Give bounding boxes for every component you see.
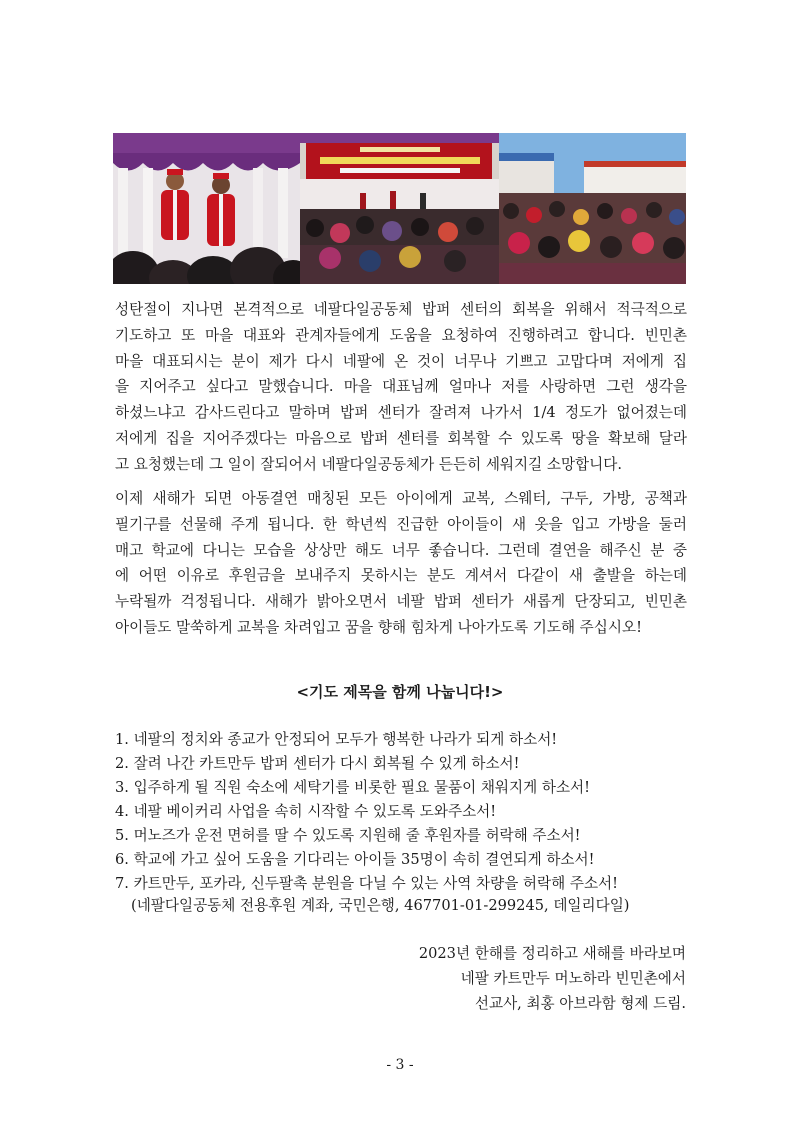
text-line: 성탄절이 지나면 본격적으로 네팔다일공동체 밥퍼 센터의 회복을 위해서 적극적으로 <box>115 301 687 318</box>
photo-stage-event <box>300 133 499 284</box>
signature-date-line: 2023년 한해를 정리하고 새해를 바라보며 <box>418 945 686 962</box>
text-line: 아이들도 말쑥하게 교복을 차려입고 꿈을 향해 힘차게 나아가도록 기도해 주십시오! <box>115 618 642 636</box>
text-line: 필기구를 선물해 주게 됩니다. 한 학년씩 진급한 아이들이 새 옷을 입고 가방을 둘러 <box>115 515 687 533</box>
text-line: 에 어떤 이유로 후원금을 보내주지 못하시는 분도 계셔서 다같이 새 출발을 하는데 <box>115 567 687 585</box>
signature-block <box>419 941 686 1016</box>
text-line: 매고 학교에 다니는 모습을 상상만 해도 너무 좋습니다. 그런데 결연을 해주신 분 중 <box>115 541 687 559</box>
text-line: 을 지어주고 싶다고 말했습니다. 마을 대표님께 얼마나 저를 사랑하면 그런 생각을 <box>115 378 687 396</box>
photo-strip <box>113 133 686 284</box>
prayer-item: 2. 잘려 나간 카트만두 밥퍼 센터가 다시 회복될 수 있게 하소서! <box>115 755 520 772</box>
body-paragraph-2 <box>115 486 687 641</box>
prayer-item: 6. 학교에 가고 싶어 도움을 기다리는 아이들 35명이 속히 결연되게 하소서! <box>115 851 595 868</box>
donation-account-note: (네팔다일공동체 전용후원 계좌, 국민은행, 467701-01-299245, 데일리다일) <box>131 897 630 914</box>
prayer-list <box>115 728 618 896</box>
text-line: 이제 새해가 되면 아동결연 매칭된 모든 아이에게 교복, 스웨터, 구두, 가방, 공책과 <box>115 490 687 507</box>
text-line: 기도하고 또 마을 대표와 관계자들에게 도움을 요청하여 진행하려고 합니다. 빈민촌 <box>115 326 687 344</box>
text-line: 저에게 집을 지어주겠다는 마음으로 밥퍼 센터를 회복할 수 있도록 땅을 확보해 달라 <box>115 429 687 447</box>
prayer-item: 4. 네팔 베이커리 사업을 속히 시작할 수 있도록 도와주소서! <box>115 803 497 820</box>
signature-location-line: 네팔 카트만두 머노하라 빈민촌에서 <box>460 970 686 987</box>
prayer-item: 5. 머노즈가 운전 면허를 딸 수 있도록 지원해 줄 후원자를 허락해 주소서! <box>115 827 581 844</box>
prayer-heading: <기도 제목을 함께 나눕니다!> <box>296 683 504 701</box>
body-paragraph-1 <box>115 297 687 478</box>
photo-christmas-performers <box>113 133 300 284</box>
text-line: 하셨느냐고 감사드린다고 말하며 밥퍼 센터가 잘려져 나가서 1/4 정도가 없어졌는데 <box>115 404 687 422</box>
prayer-item: 3. 입주하게 될 직원 숙소에 세탁기를 비롯한 필요 물품이 채워지게 하소서! <box>115 779 591 796</box>
text-line: 마을 대표되시는 분이 제가 다시 네팔에 온 것이 너무나 기쁘고 고맙다며 저에게 집 <box>115 352 687 370</box>
prayer-item: 7. 카트만두, 포카라, 신두팔촉 분원을 다닐 수 있는 사역 차량을 허락해 주소서! <box>115 875 619 892</box>
text-line: 누락될까 걱정됩니다. 새해가 밝아오면서 네팔 밥퍼 센터가 새롭게 단장되고, 빈민촌 <box>115 593 687 611</box>
signature-author-line: 선교사, 최홍 아브라함 형제 드림. <box>474 995 686 1012</box>
prayer-item: 1. 네팔의 정치와 종교가 안정되어 모두가 행복한 나라가 되게 하소서! <box>115 731 558 748</box>
text-line: 고 요청했는데 그 일이 잘되어서 네팔다일공동체가 든든히 세워지길 소망합니다. <box>115 455 622 473</box>
photo-children-crowd <box>499 133 686 284</box>
page-number: - 3 - <box>386 1057 414 1073</box>
